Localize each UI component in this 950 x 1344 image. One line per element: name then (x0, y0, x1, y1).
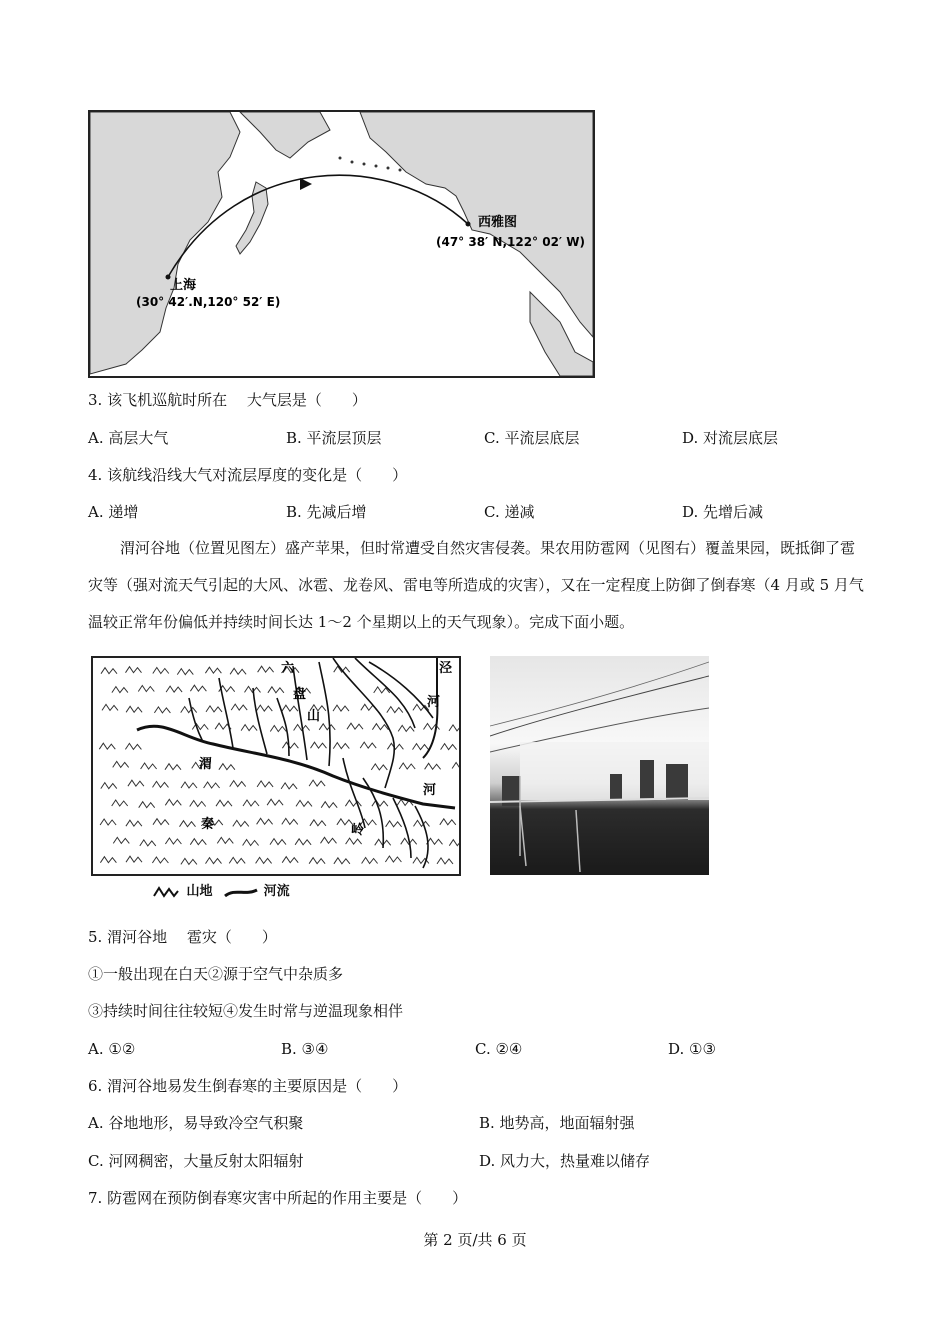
q3-option-b: B. 平流层顶层 (286, 429, 382, 447)
label-jing: 泾 (439, 661, 453, 676)
japan-islands (236, 182, 268, 254)
q4-option-b: B. 先减后增 (286, 503, 367, 521)
asia-landmass (90, 112, 240, 374)
q6-option-b: B. 地势高，地面辐射强 (479, 1114, 635, 1132)
q3-option-c: C. 平流层底层 (484, 429, 580, 447)
seattle-dot (466, 222, 471, 227)
mountain-symbols (99, 666, 459, 864)
q6-option-a: A. 谷地地形，易导致冷空气积聚 (88, 1114, 304, 1132)
q5-option-c: C. ②④ (475, 1040, 523, 1058)
q4-option-a: A. 递增 (88, 503, 139, 521)
q6-stem: 6. 渭河谷地易发生倒春寒的主要原因是（ ） (88, 1077, 408, 1095)
q6-option-c: C. 河网稠密，大量反射太阳辐射 (88, 1152, 304, 1170)
wei-valley-sketch-map (91, 656, 461, 876)
mountain-legend-icon (152, 886, 182, 898)
label-pan: 盘 (293, 687, 307, 702)
q7-stem: 7. 防雹网在预防倒春寒灾害中所起的作用主要是（ ） (88, 1189, 468, 1207)
north-america-landmass (360, 112, 593, 337)
q5-option-b: B. ③④ (281, 1040, 329, 1058)
q5-stem: 5. 渭河谷地 雹灾（ ） (88, 928, 277, 946)
q5-statement-1: ①一般出现在白天②源于空气中杂质多 (88, 965, 344, 983)
q4-option-c: C. 递减 (484, 503, 535, 521)
seattle-label: 西雅图 (478, 215, 518, 230)
page-footer: 第 2 页/共 6 页 (423, 1231, 527, 1249)
q3-option-a: A. 高层大气 (88, 429, 169, 447)
q4-stem: 4. 该航线沿线大气对流层厚度的变化是（ ） (88, 466, 408, 484)
label-qin: 秦 (201, 817, 215, 832)
hail-net-photo-svg (490, 656, 709, 875)
wei-river-main (137, 726, 455, 808)
q5-option-d: D. ①③ (668, 1040, 716, 1058)
net-cable-1 (490, 676, 709, 736)
sketch-map-legend (152, 880, 290, 899)
label-wei: 渭 (199, 757, 213, 772)
wei-valley-svg (93, 658, 459, 874)
label-liu: 六 (281, 661, 295, 676)
q3-option-d: D. 对流层底层 (682, 429, 779, 447)
label-ling: 岭 (351, 823, 365, 838)
q5-option-a: A. ①② (88, 1040, 136, 1058)
kamchatka (240, 112, 330, 158)
label-shan: 山 (307, 709, 321, 724)
net-cable-3 (490, 662, 709, 726)
flight-route-map (88, 110, 595, 378)
q3-stem: 3. 该飞机巡航时所在 大气层是（ ） (88, 391, 367, 409)
passage-text: 渭河谷地（位置见图左）盛产苹果，但时常遭受自然灾害侵袭。果农用防雹网（见图右）覆盖果园，既抵御了雹灾等（强对流天气引起的大风、冰雹、龙卷风、雷电等所造成的灾害），又在一定程度上防御了倒春寒（4 月或 5 月气温较正常年份偏低并持续时间长达 1～2 个星期以上的天气现象）。完成下面小题。 (88, 539, 864, 631)
route-arrow (300, 178, 312, 190)
flight-route-map-svg (90, 112, 593, 376)
q4-option-d: D. 先增后减 (682, 503, 764, 521)
q5-statement-2: ③持续时间往往较短④发生时常与逆温现象相伴 (88, 1002, 404, 1020)
label-he-north: 河 (427, 695, 441, 710)
shanghai-coords: (30° 42′.N,120° 52′ E) (136, 295, 281, 309)
q6-option-d: D. 风力大，热量难以储存 (479, 1152, 651, 1170)
south-tributaries (343, 758, 428, 868)
legend-mountain-label: 山地 (186, 884, 213, 899)
shanghai-label: 上海 (170, 278, 197, 293)
seattle-coords: (47° 38′ N,122° 02′ W) (436, 235, 585, 249)
label-he-east: 河 (423, 783, 437, 798)
legend-river-label: 河流 (263, 884, 290, 899)
river-legend-icon (223, 886, 259, 898)
hail-net-photo (490, 656, 709, 875)
